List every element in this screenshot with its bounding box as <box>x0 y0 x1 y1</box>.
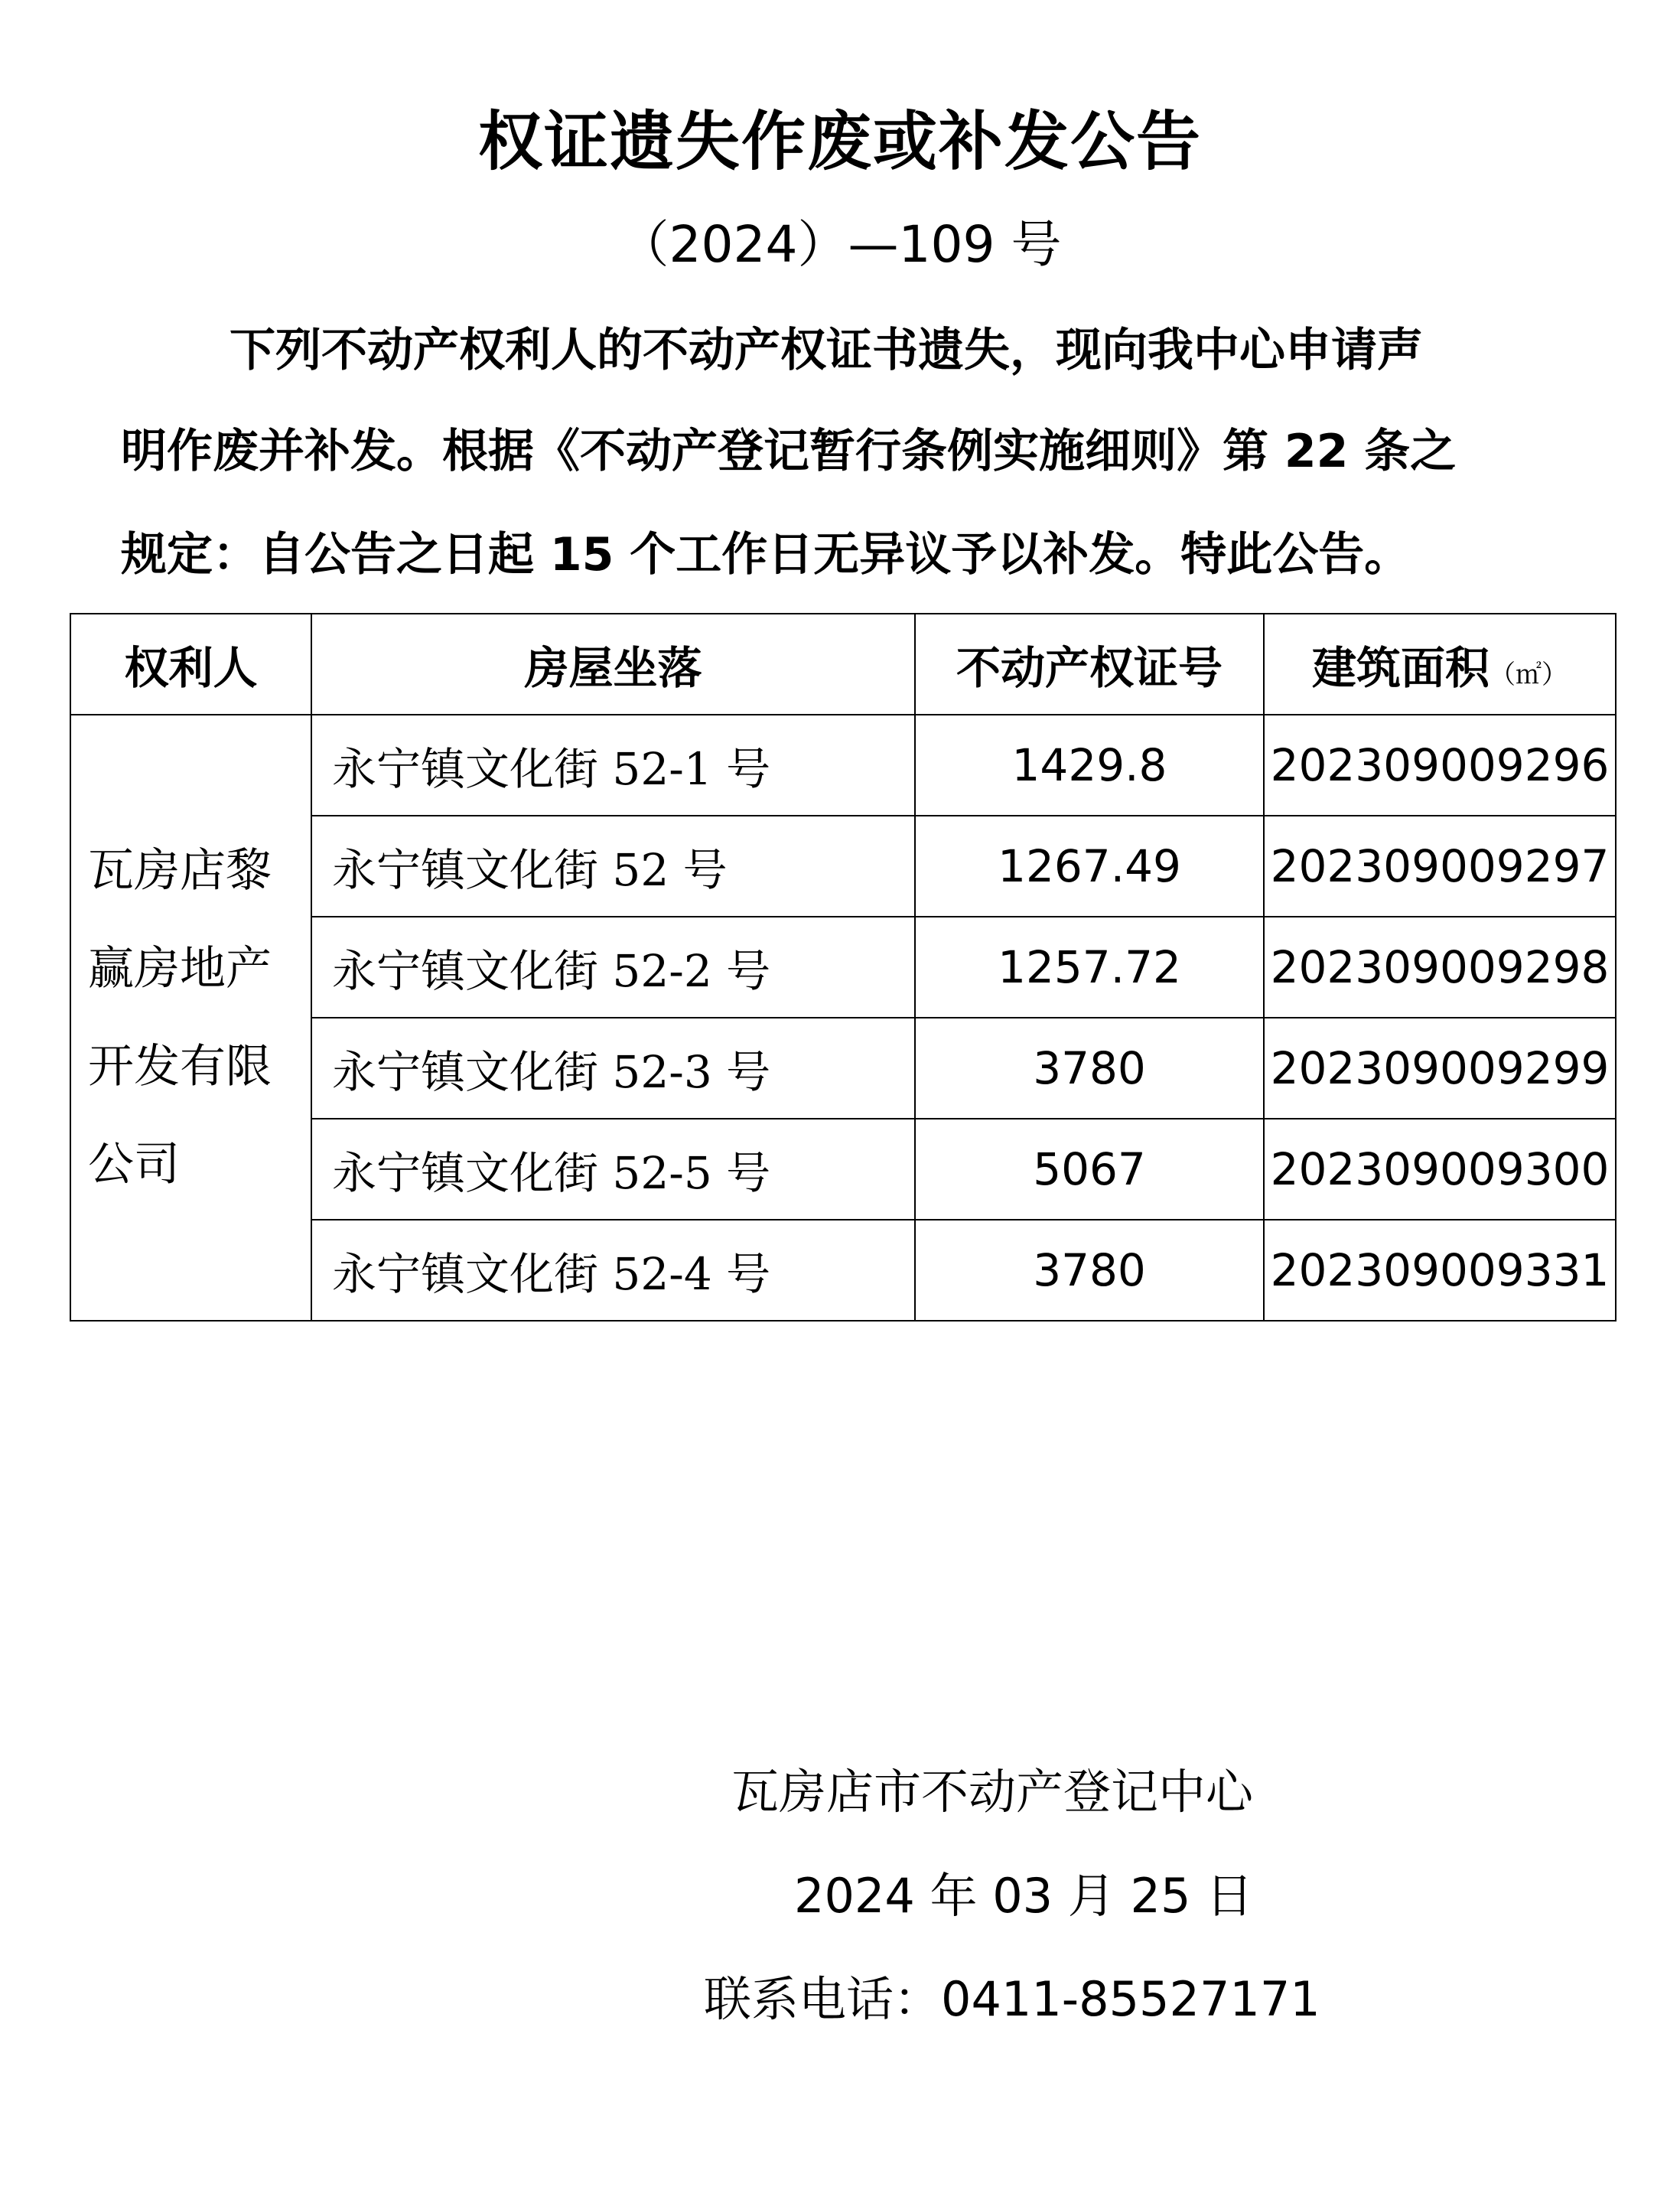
location-cell: 永宁镇文化街 52-1 号 <box>311 715 915 816</box>
cert-no-cell: 1429.8 <box>915 715 1264 816</box>
cert-no-cell: 1257.72 <box>915 917 1264 1018</box>
body-line-3: 规定：自公告之日起 15 个工作日无异议予以补发。特此公告。 <box>121 528 1411 582</box>
header-area-label: 建筑面积 <box>1311 642 1490 694</box>
header-area-unit: （㎡） <box>1490 660 1568 690</box>
header-location: 房屋坐落 <box>311 614 915 715</box>
issuing-organization: 瓦房店市不动产登记中心 <box>731 1764 1254 1820</box>
notice-title: 权证遗失作废或补发公告 <box>477 104 1202 179</box>
location-cell: 永宁镇文化街 52-2 号 <box>311 917 915 1018</box>
header-cert-no: 不动产权证号 <box>915 614 1264 715</box>
contact-phone: 联系电话：0411-85527171 <box>704 1971 1320 2027</box>
notice-number: （2024）—109 号 <box>618 215 1062 274</box>
header-area <box>1264 614 1616 715</box>
area-cell: 202309009298 <box>1264 917 1616 1018</box>
location-cell: 永宁镇文化街 52 号 <box>311 816 915 917</box>
issue-date: 2024 年 03 月 25 日 <box>794 1868 1254 1924</box>
body-line-1: 下列不动产权利人的不动产权证书遗失，现向我中心申请声 <box>230 324 1423 377</box>
area-cell: 202309009331 <box>1264 1220 1616 1321</box>
area-cell: 202309009296 <box>1264 715 1616 816</box>
location-cell: 永宁镇文化街 52-4 号 <box>311 1220 915 1321</box>
table-row <box>70 715 1616 816</box>
cert-no-cell: 3780 <box>915 1220 1264 1321</box>
cert-no-cell: 3780 <box>915 1018 1264 1119</box>
owner-cell: 瓦房店黎赢房地产开发有限公司 <box>70 715 311 1321</box>
area-cell: 202309009299 <box>1264 1018 1616 1119</box>
area-cell: 202309009300 <box>1264 1119 1616 1220</box>
area-cell: 202309009297 <box>1264 816 1616 917</box>
location-cell: 永宁镇文化街 52-3 号 <box>311 1018 915 1119</box>
table-header-row <box>70 614 1616 715</box>
cert-no-cell: 5067 <box>915 1119 1264 1220</box>
certificate-table <box>70 613 1617 1321</box>
body-line-2: 明作废并补发。根据《不动产登记暂行条例实施细则》第 22 条之 <box>121 425 1457 478</box>
cert-no-cell: 1267.49 <box>915 816 1264 917</box>
location-cell: 永宁镇文化街 52-5 号 <box>311 1119 915 1220</box>
header-owner: 权利人 <box>70 614 311 715</box>
